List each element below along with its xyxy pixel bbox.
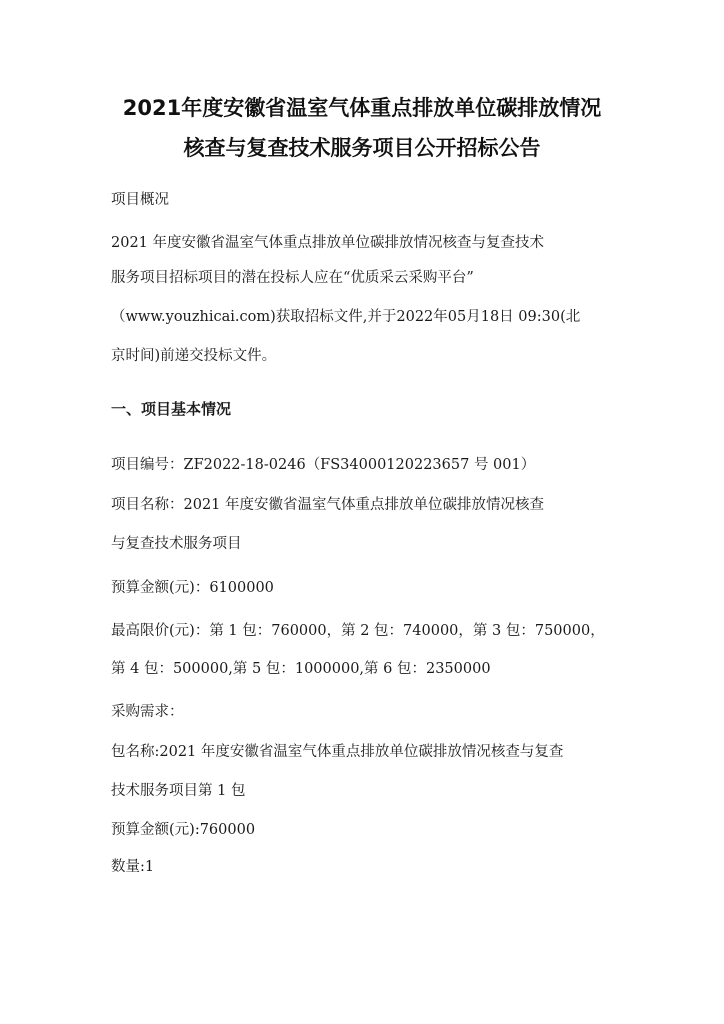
overview-line-3: （www.youzhicai.com)获取招标文件,并于2022年05月18日 09:30(北 xyxy=(111,309,581,325)
max-price-line-2: 第 4 包：500000,第 5 包：1000000,第 6 包：2350000 xyxy=(111,661,491,677)
project-name-line-2: 与复查技术服务项目 xyxy=(111,536,242,552)
project-number: 项目编号：ZF2022-18-0246（FS340001202236​57 号 001） xyxy=(111,457,536,473)
max-price-line-1: 最高限价(元)：第 1 包：760000，第 2 包：740000，第 3 包：750000， xyxy=(111,623,605,639)
package-name-line-1: 包名称:2021 年度安徽省温室气体重点排放单位碳排放情况核查与复查 xyxy=(111,744,564,760)
package-budget: 预算金额(元):760000 xyxy=(111,822,256,838)
project-name-line-1: 项目名称：2021 年度安徽省温室气体重点排放单位碳排放情况核查 xyxy=(111,497,545,513)
package-quantity: 数量:1 xyxy=(111,859,155,875)
overview-line-4: 京时间)前递交投标文件。 xyxy=(111,348,277,364)
package-name-line-2: 技术服务项目第 1 包 xyxy=(111,783,246,799)
document-title-line-2: 核查与复查技术服务项目公开招标公告 xyxy=(183,136,541,160)
document-title-line-1: 2021年度安徽省温室气体重点排放单位碳排放情况 xyxy=(122,96,602,120)
overview-line-1: 2021 年度安徽省温室气体重点排放单位碳排放情况核查与复查技术 xyxy=(111,235,545,251)
overview-heading: 项目概况 xyxy=(111,192,169,208)
section-heading-basic-info: 一、项目基本情况 xyxy=(111,400,232,418)
overview-line-2: 服务项目招标项目的潜在投标人应在“优质采云采购平台” xyxy=(111,270,474,286)
budget-amount: 预算金额(元)：6100000 xyxy=(111,580,274,596)
procurement-requirement-label: 采购需求： xyxy=(111,704,184,720)
